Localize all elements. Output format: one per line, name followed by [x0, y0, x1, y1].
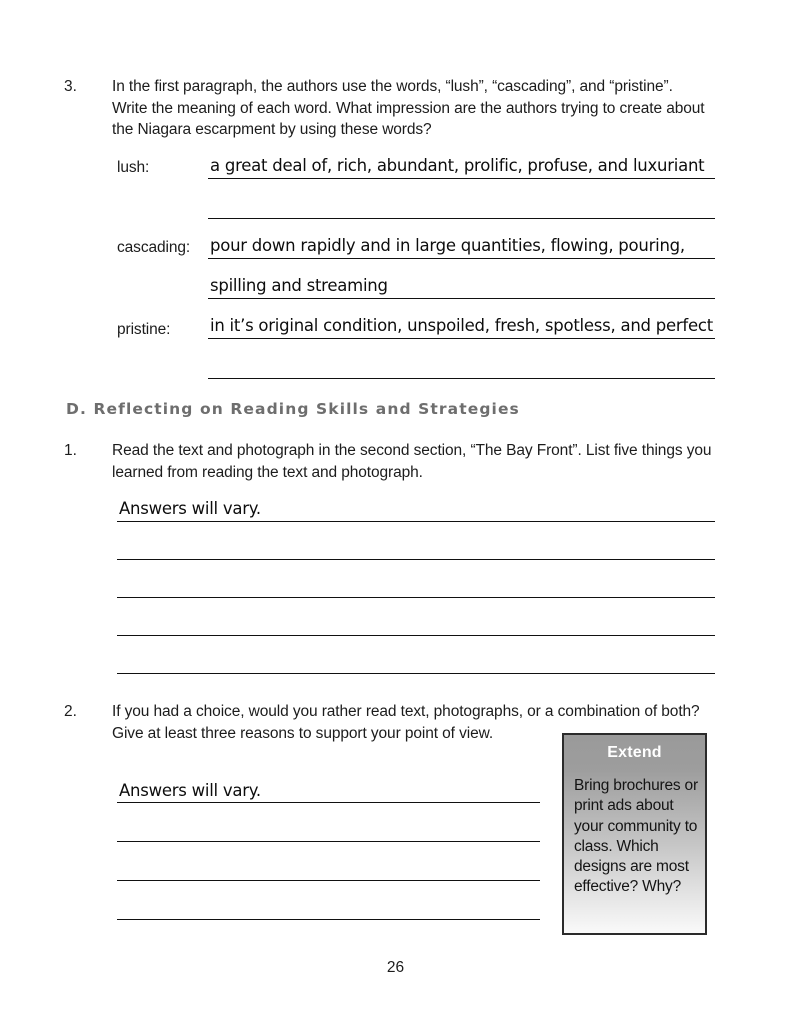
- answer-line[interactable]: [117, 841, 540, 842]
- extend-title: Extend: [607, 744, 662, 761]
- question-2-text: If you had a choice, would you rather read text, photographs, or a combination of both? Give at least three reasons to support your point of view.: [112, 703, 700, 742]
- question-1-text: Read the text and photograph in the second section, “The Bay Front”. List five things you learned from reading the text and photograph.: [112, 442, 712, 481]
- vocab-label-cascading: cascading:: [117, 239, 191, 256]
- question-2-number: 2.: [64, 703, 77, 720]
- handwritten-answer-q2: Answers will vary.: [119, 781, 261, 800]
- extend-callout-box: [562, 733, 707, 935]
- answer-line[interactable]: [208, 338, 715, 339]
- question-1: [64, 440, 734, 483]
- answer-line[interactable]: [117, 559, 715, 560]
- answer-line[interactable]: [208, 378, 715, 379]
- question-3-text: In the first paragraph, the authors use the words, “lush”, “cascading”, and “pristine”. Write the meaning of each word. What impression are the authors trying to create about the Niagara escarpment by using these words?: [112, 78, 705, 138]
- handwritten-answer-q1: Answers will vary.: [119, 499, 261, 518]
- answer-line[interactable]: [117, 597, 715, 598]
- extend-body-text: Bring brochures or print ads about your community to class. Which designs are most effective? Why?: [574, 777, 698, 896]
- question-1-number: 1.: [64, 442, 77, 459]
- answer-line[interactable]: [117, 919, 540, 920]
- section-heading-d: D. Reflecting on Reading Skills and Strategies: [66, 400, 520, 418]
- question-3-number: 3.: [64, 78, 77, 95]
- page-number: 26: [386, 959, 405, 976]
- handwritten-answer-pristine: in it’s original condition, unspoiled, fresh, spotless, and perfect: [210, 316, 713, 335]
- question-3: [64, 76, 724, 141]
- answer-line[interactable]: [208, 178, 715, 179]
- handwritten-answer-cascading: pour down rapidly and in large quantities, flowing, pouring,: [210, 236, 685, 255]
- answer-line[interactable]: [208, 298, 715, 299]
- answer-line[interactable]: [117, 635, 715, 636]
- answer-line[interactable]: [208, 258, 715, 259]
- answer-line[interactable]: [117, 673, 715, 674]
- handwritten-answer-lush: a great deal of, rich, abundant, prolific, profuse, and luxuriant: [210, 156, 705, 175]
- vocab-label-lush: lush:: [117, 159, 150, 176]
- answer-line[interactable]: [208, 218, 715, 219]
- answer-line[interactable]: [117, 521, 715, 522]
- vocab-label-pristine: pristine:: [117, 321, 171, 338]
- handwritten-answer-cascading-continued: spilling and streaming: [210, 276, 388, 295]
- answer-line[interactable]: [117, 802, 540, 803]
- answer-line[interactable]: [117, 880, 540, 881]
